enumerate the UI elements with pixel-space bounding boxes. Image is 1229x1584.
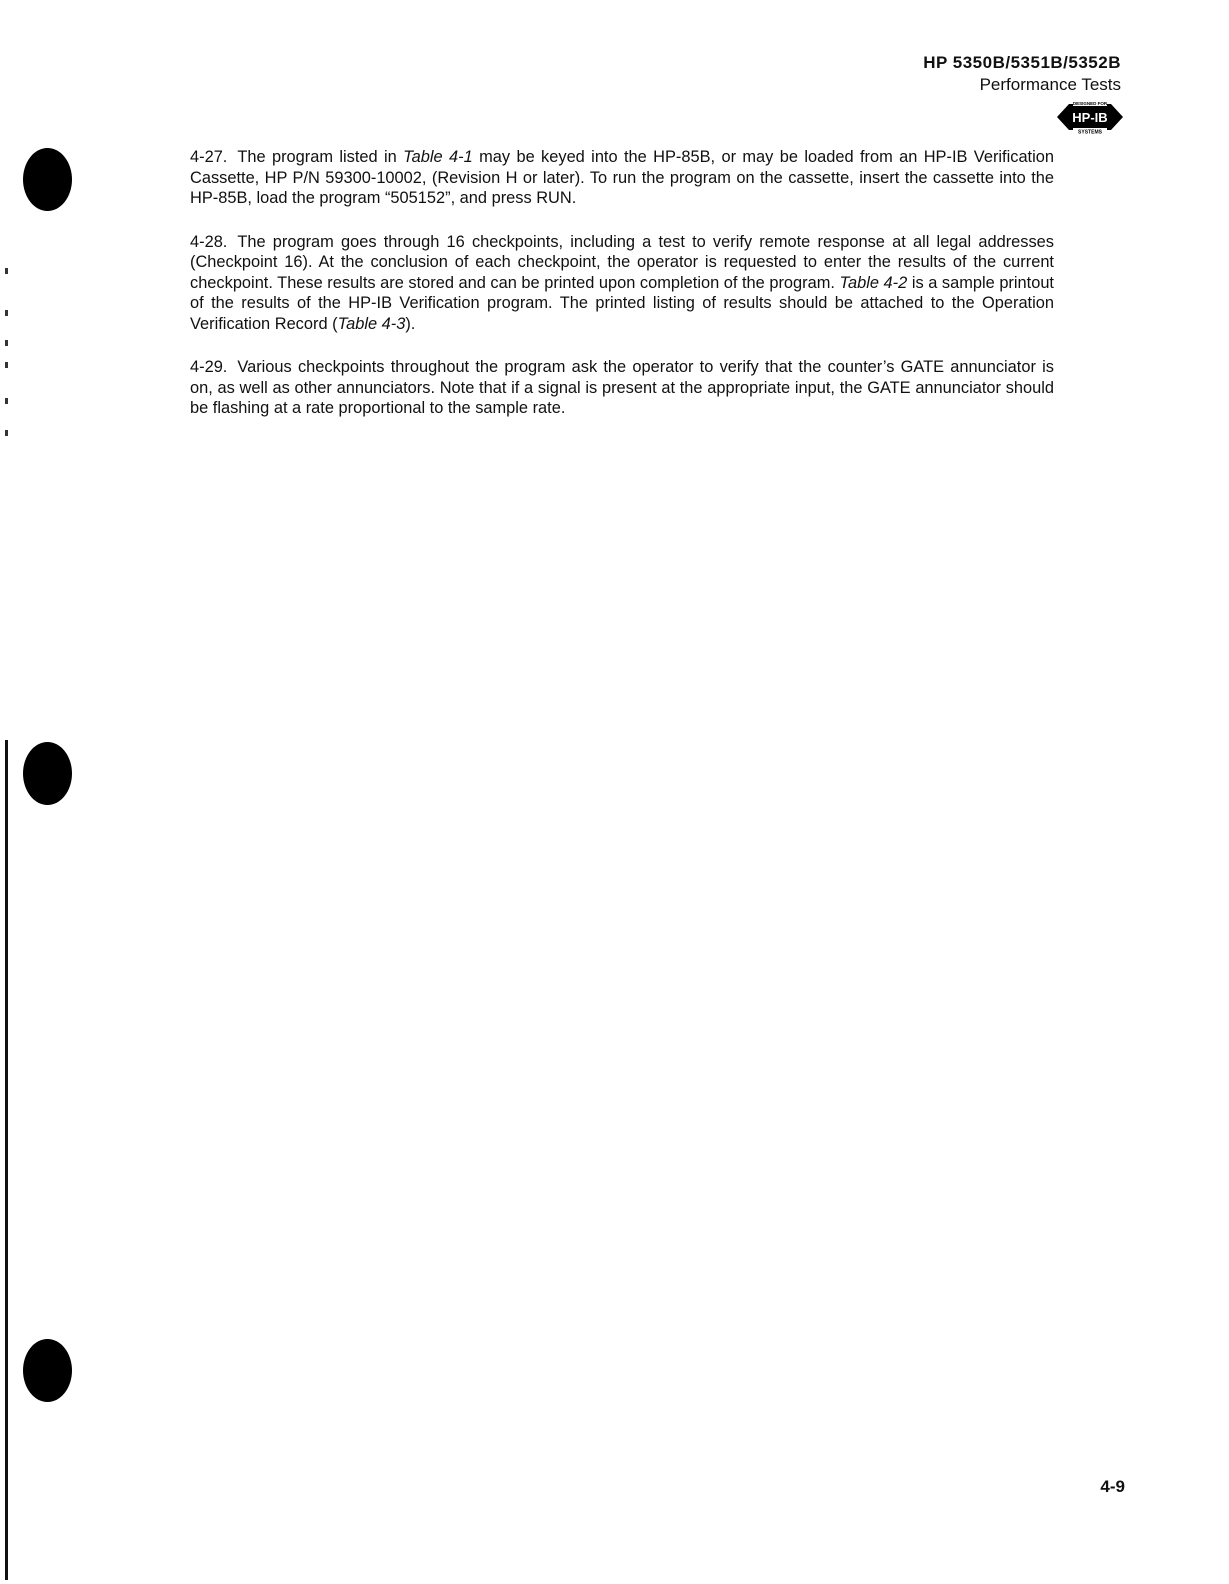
- paragraph-text: The program goes through 16 checkpoints, including a test to verify remote response at all legal addresses (Checkpoint 16). At the conclusion of each checkpoint, the operator is requested to enter the results of the current checkpoint. These results are stored and can be printed upon completion of the program.: [190, 232, 1054, 292]
- running-header: [923, 52, 1121, 96]
- paragraph-number: 4-28.: [190, 232, 228, 251]
- paragraph-number: 4-27.: [190, 148, 228, 166]
- paragraph-4-28: [190, 232, 1054, 335]
- paragraph-text: The program listed in: [237, 148, 404, 166]
- section-title: Performance Tests: [979, 75, 1121, 94]
- table-reference: Table 4-3: [337, 314, 406, 333]
- paragraph-text: is a sample printout of the results of the HP-IB Verification program. The printed listing of results should be attached to the Operation Verification Record (: [190, 273, 1054, 333]
- paragraph-text: ).: [405, 314, 416, 333]
- logo-top-text: DESIGNED FOR: [1072, 100, 1108, 106]
- scan-edge-mark: [5, 362, 8, 368]
- page-number: 4-9: [1100, 1477, 1125, 1496]
- paragraph-4-29: [190, 357, 1054, 419]
- table-reference: Table 4-2: [839, 273, 908, 292]
- body-text: [190, 147, 1054, 442]
- model-number: HP 5350B/5351B/5352B: [923, 53, 1121, 72]
- logo-main-text: HP-IB: [1072, 110, 1108, 125]
- binder-hole-bottom: [23, 1339, 72, 1402]
- scan-edge-mark: [5, 310, 8, 316]
- paragraph-4-27: [190, 147, 1054, 209]
- logo-bottom-text: SYSTEMS: [1078, 129, 1102, 134]
- paragraph-text: Various checkpoints throughout the program ask the operator to verify that the counter’s GATE annunciator is on, as well as other annunciators. Note that if a signal is present at the appropriate input, the GATE annunciator should be flashing at a rate proportional to the sample rate.: [190, 358, 1054, 417]
- hp-ib-logo-icon: [1057, 100, 1123, 134]
- scan-edge-mark: [5, 268, 8, 274]
- scan-edge-mark: [5, 398, 8, 404]
- scan-edge-shadow: [5, 740, 8, 1580]
- table-reference: Table 4-1: [403, 148, 473, 166]
- binder-hole-top: [23, 148, 72, 211]
- paragraph-number: 4-29.: [190, 358, 228, 376]
- scan-edge-mark: [5, 430, 8, 436]
- binder-hole-middle: [23, 742, 72, 805]
- paragraph-text: may be keyed into the HP-85B, or may be loaded from an HP-IB Verification Cassette, HP P/N 59300-10002, (Revision H or later). To run the program on the cassette, insert the cassette into the HP-85B, load the program “505152”, and press RUN.: [190, 148, 1054, 207]
- scan-edge-mark: [5, 340, 8, 346]
